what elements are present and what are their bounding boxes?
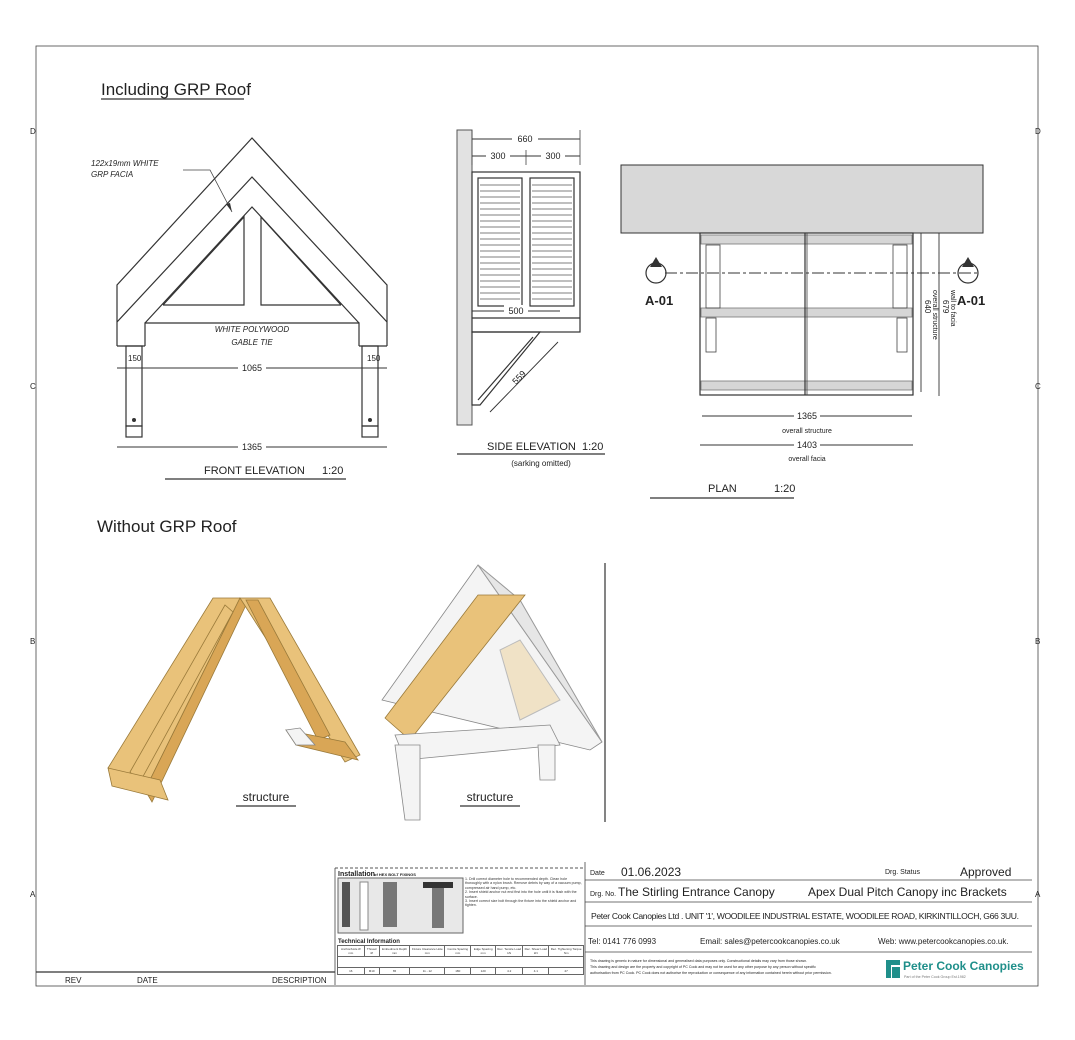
tech-value-cell: 65 [379,968,410,975]
tech-value-cell: 11 - 12 [410,968,445,975]
structure-render-timber [108,598,360,806]
border-letter: A [1035,890,1041,899]
tech-value-cell: 27 [549,968,584,975]
dimension-label: 1365 [796,411,818,421]
install-step: 2. Insert shield anchor nut end first into the hole until it is flush with the surface. [465,890,577,899]
dimension-label: 300 [490,151,506,161]
tech-info-table [337,945,584,975]
dimension-label: wall to facia [949,290,956,327]
border-letter: C [1035,382,1041,391]
disclaimer: This drawing and design are the property and copyright of PC Cook and may not be used for any other purpose by any person without specific [590,965,816,969]
view-title: PLAN [708,483,737,495]
dimension-label: 300 [545,151,561,161]
facia-note: 122x19mm WHITE [91,159,159,168]
view-note: (sarking omitted) [511,459,571,468]
dimension-label: 150 [367,354,381,363]
structure-render-gable [382,565,602,820]
section-marker-label: A-01 [957,293,986,308]
drawing-name: The Stirling Entrance Canopy [618,885,775,899]
view-title: SIDE ELEVATION [487,441,576,453]
view-scale: 1:20 [582,441,604,453]
email: Email: sales@petercookcanopies.co.uk [700,937,840,946]
tie-note: GABLE TIE [231,338,273,347]
tech-header-cell: Thread Ø [364,946,379,957]
dimension-label: overall structure [782,428,832,435]
installation-subtitle: of HEX BOLT FIXINGS [374,872,416,877]
tech-value-cell: 4.1 [523,968,549,975]
dimension-label: 500 [508,306,524,316]
tech-info-title: Technical Information [338,939,400,945]
tech-header-cell: Fixture Clearance Hole mm [410,946,445,957]
tie-note: WHITE POLYWOOD [214,325,290,334]
view-title: FRONT ELEVATION [204,465,305,477]
status-value: Approved [960,865,1012,879]
front-elevation [91,138,387,479]
border-letter: A [30,890,36,899]
tech-header-cell: Rec. Tensile Load kN [497,947,522,955]
logo-text: Peter Cook Canopies [903,959,1024,973]
dimension-label: 1065 [241,363,263,373]
section-heading-with-roof: Including GRP Roof [101,80,251,99]
date-label: Date [590,870,605,877]
render-caption: structure [466,790,514,804]
tech-header-cell: Rec. Tightening Torque Nm [550,947,582,955]
tech-header-cell: Edge Spacing mm [471,946,496,957]
tech-value-cell: 180 [445,968,471,975]
date-value: 01.06.2023 [621,865,682,879]
disclaimer: This drawing is generic in nature for dimensional and generalised data purposes only. Constructional details may vary from those shown. [590,959,808,963]
tech-header-cell: Embedment Depth mm [379,946,410,957]
dimension-label: 660 [517,134,533,144]
border-letter: D [1035,127,1041,136]
company-logo [886,959,1024,979]
tech-value-cell: M10 [364,968,379,975]
install-step: 1. Drill correct diameter hole to recommended depth. Clean hole thoroughly with a nylon brush. Remove debris by way of a vacuum pump, compressed air hand pump, etc. [465,877,582,890]
install-step: 3. Insert correct size bolt through the fixture into the shield anchor and tighten. [465,899,577,908]
tech-header-cell: Anchor/Hole Ø mm [338,946,365,957]
side-elevation [457,130,605,468]
dimension-label: 679 [941,300,950,314]
telephone: Tel: 0141 776 0993 [588,937,657,946]
dimension-label: 559 [510,368,528,387]
border-letter: D [30,127,36,136]
section-marker-label: A-01 [645,293,674,308]
logo-subtext: Part of the Peter Cook Group Est.1982 [904,975,966,979]
rev-header: REV [65,976,82,985]
facia-note: GRP FACIA [91,170,134,179]
view-scale: 1:20 [322,465,344,477]
company-address: Peter Cook Canopies Ltd . UNIT '1', WOODILEE INDUSTRIAL ESTATE, WOODILEE ROAD, KIRKINTILLOCH, G66 3UU. [591,911,1019,921]
drg-number-label: Drg. No. [590,891,617,898]
border-letter: C [30,382,36,391]
title-block [585,865,1032,979]
tech-value-cell: 16 [338,968,365,975]
drawing-description: Apex Dual Pitch Canopy inc Brackets [808,885,1007,899]
dimension-label: overall structure [931,290,938,340]
installation-title: Installation [338,871,375,878]
render-caption: structure [242,790,290,804]
tech-value-cell: 4.2 [496,968,523,975]
installation-panel [335,862,585,985]
dimension-label: 1365 [241,442,263,452]
dimension-label: 1403 [796,440,818,450]
tech-value-cell: 120 [471,968,496,975]
tech-header-cell: Rec. Shear Load kN [524,947,548,955]
dimension-label: overall facia [788,456,826,463]
revision-table [36,972,335,985]
border-letter: B [30,637,36,646]
dimension-label: 640 [923,300,932,314]
disclaimer: authorisation from PC Cook. PC Cook does not authorise the reproduction or consequence of any information contained herein without prior permission. [590,971,832,975]
date-header: DATE [137,976,158,985]
description-header: DESCRIPTION [272,976,327,985]
section-heading-without-roof: Without GRP Roof [97,517,237,536]
website: Web: www.petercookcanopies.co.uk. [878,937,1009,946]
view-scale: 1:20 [774,483,796,495]
tech-header-cell: Centre Spacing mm [445,946,471,957]
plan-view [621,165,985,498]
status-label: Drg. Status [885,869,921,876]
logo-icon [886,960,900,978]
border-letter: B [1035,637,1041,646]
dimension-label: 150 [128,354,142,363]
